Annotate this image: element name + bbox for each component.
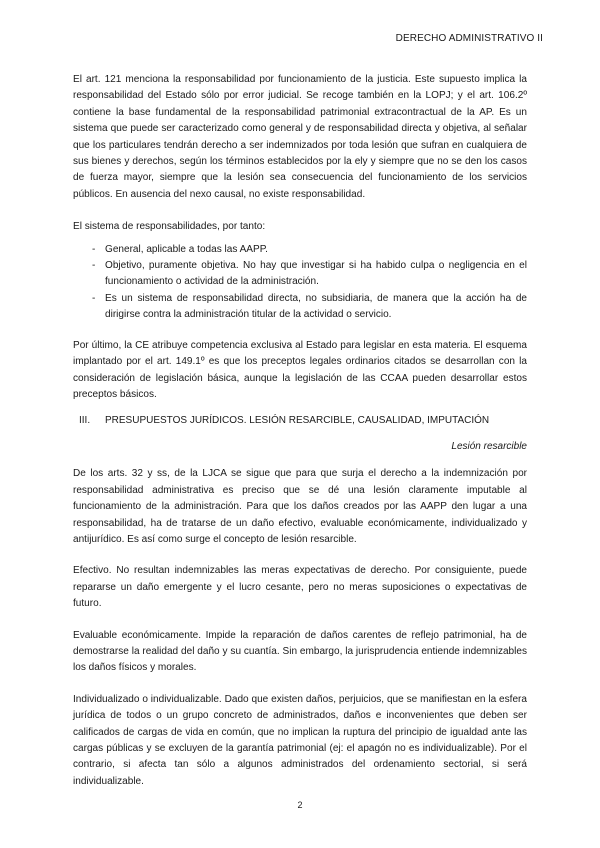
section-heading [73, 413, 527, 429]
paragraph-art-121: El art. 121 menciona la responsabilidad por funcionamiento de la justicia. Este supuesto implica la responsabilidad del Estado sólo por error judicial. Se recoge también en la LOPJ; y el art. 106.2º contiene la base fundamental de la responsabilidad patrimonial extracontractual de la AP. Es un sistema que puede ser caracterizado como general y de responsabilidad directa y objetiva, al señalar que los particulares tendrán derecho a ser indemnizados por toda lesión que sufran en cualquiera de sus bienes y derechos, según los términos establecidos por la ely y siempre que no se den los casos de fuerza mayor, siempre que la lesión sea consecuencia del funcionamiento de los servicios públicos. En ausencia del nexo causal, no existe responsabilidad. [73, 74, 527, 200]
paragraph-sistema-intro: El sistema de responsabilidades, por tanto: [73, 221, 266, 233]
page-header: DERECHO ADMINISTRATIVO II [395, 33, 543, 44]
paragraph-evaluable: Evaluable económicamente. Impide la reparación de daños carentes de reflejo patrimonial, ha de demostrarse la realidad del daño y su cuantía. Sin embargo, la jurisprudencia entiende indemnizables los daños físicos y morales. [73, 629, 527, 674]
page-number: 2 [297, 800, 303, 810]
responsabilidad-list [73, 242, 527, 324]
paragraph-competencia: Por último, la CE atribuye competencia exclusiva al Estado para legislar en esta materia. El esquema implantado por el art. 149.1º es que los preceptos legales ordinarios citados se desarrollan con la consideración de legislación básica, aunque la legislación de las CCAA pueden desarrollar estos preceptos básicos. [73, 339, 527, 400]
paragraph-efectivo: Efectivo. No resultan indemnizables las meras expectativas de derecho. Por consiguiente, puede repararse un daño emergente y el lucro cesante, pero no meras suposiciones o expectativas de futuro. [73, 565, 527, 610]
list-item: - General, aplicable a todas las AAPP. [73, 242, 527, 258]
section-title: PRESUPUESTOS JURÍDICOS. LESIÓN RESARCIBLE, CAUSALIDAD, IMPUTACIÓN [105, 415, 490, 427]
paragraph-individualizado: Individualizado o individualizable. Dado que existen daños, perjuicios, que se manifiestan en la esfera jurídica de todos o un grupo concreto de administrados, daños e inconvenientes que deben ser calificados de cargas de vida en común, que no implican la ruptura del principio de igualdad ante las cargas públicas y se excluyen de la garantía patrimonial (ej: el apagón no es individualizable). Por el contrario, si afecta tan sólo a algunos administrados del ordenamiento sectorial, si será individualizable. [73, 693, 527, 787]
list-item: - Objetivo, puramente objetiva. No hay que investigar si ha habido culpa o negligencia en el funcionamiento o actividad de la administración. [73, 258, 527, 291]
paragraph-lesion-intro: De los arts. 32 y ss, de la LJCA se sigue que para que surja el derecho a la indemnización por responsabilidad administrativa es preciso que se dé una lesión claramente imputable al funcionamiento de la administración. Para que los daños creados por las AAPP den lugar a una responsabilidad, ha de tratarse de un daño efectivo, evaluable económicamente, individualizado y antijurídico. Es así como surge el concepto de lesión resarcible. [73, 468, 527, 545]
list-item: - Es un sistema de responsabilidad directa, no subsidiaria, de manera que la acción ha de dirigirse contra la administración titular de la actividad o servicio. [73, 291, 527, 324]
document-body [73, 72, 527, 805]
section-number: III. [79, 415, 91, 427]
subheading-lesion: Lesión resarcible [451, 441, 527, 453]
